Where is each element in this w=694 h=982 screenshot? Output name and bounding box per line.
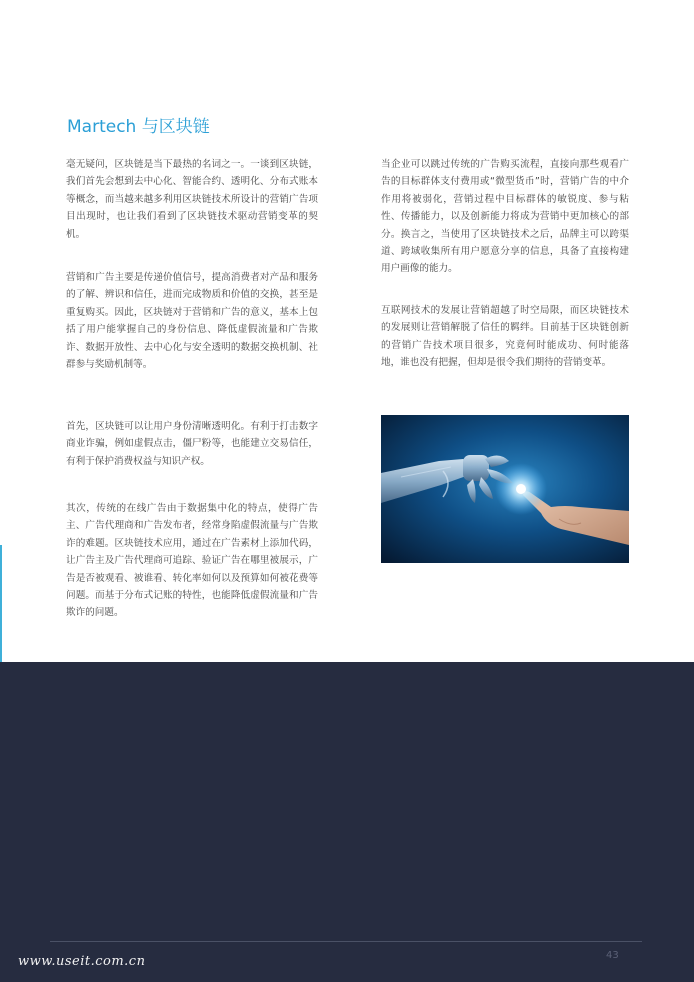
right-paragraph-2: 互联网技术的发展让营销超越了时空局限，而区块链技术的发展则让营销解脱了信任的羁绊。目前基于区块链创新的营销广告技术项目很多，究竟何时能成功、何时能落地，谁也没有把握，但却是很令我们期待的营销变革。 xyxy=(381,305,629,369)
left-paragraph-4: 其次，传统的在线广告由于数据集中化的特点，使得广告主、广告代理商和广告发布者，经常身陷虚假流量与广告欺诈的难题。区块链技术应用，通过在广告素材上添加代码，让广告主及广告代理商可追踪、验证广告在哪里被展示，广告是否被观看、被谁看、转化率如何以及预算如何被花费等问题。而基于分布式记账的特性，也能降低虚假流量和广告欺诈的问题。 xyxy=(66,503,318,619)
page-number: 43 xyxy=(606,950,619,961)
footer-band xyxy=(0,662,694,982)
left-paragraph-1: 毫无疑问，区块链是当下最热的名词之一。一谈到区块链，我们首先会想到去中心化、智能合约、透明化、分布式账本等概念，而当越来越多利用区块链技术所设计的营销广告项目出现时，也让我们看到了区块链技术驱动营销变革的契机。 xyxy=(66,159,318,240)
left-paragraph-3: 首先，区块链可以让用户身份清晰透明化。有利于打击数字商业诈骗，例如虚假点击，僵尸粉等，也能建立交易信任，有利于保护消费权益与知识产权。 xyxy=(66,421,318,467)
left-paragraph-2: 营销和广告主要是传递价值信号，提高消费者对产品和服务的了解、辨识和信任，进而完成物质和价值的交换，甚至是重复购买。因此，区块链对于营销和广告的意义，基本上包括了用户能掌握自己的身份信息、降低虚假流量和广告欺诈、数据开放性、去中心化与安全透明的数据交换机制、社群参与奖励机制等。 xyxy=(66,272,318,371)
site-watermark: www.useit.com.cn xyxy=(18,954,146,969)
robot-human-hand-image xyxy=(381,415,629,563)
footer-divider xyxy=(50,941,642,942)
section-title: Martech 与区块链 xyxy=(67,117,210,137)
right-paragraph-1: 当企业可以跳过传统的广告购买流程，直接向那些观看广告的目标群体支付费用或“微型货币”时，营销广告的中介作用将被弱化，营销过程中目标群体的敏锐度、参与粘性、传播能力，以及创新能力将成为营销中更加核心的部分。换言之，当使用了区块链技术之后，品牌主可以跨渠道、跨域收集所有用户愿意分享的信息，具备了直接构建用户画像的能力。 xyxy=(381,159,629,275)
left-accent-bar xyxy=(0,545,2,662)
